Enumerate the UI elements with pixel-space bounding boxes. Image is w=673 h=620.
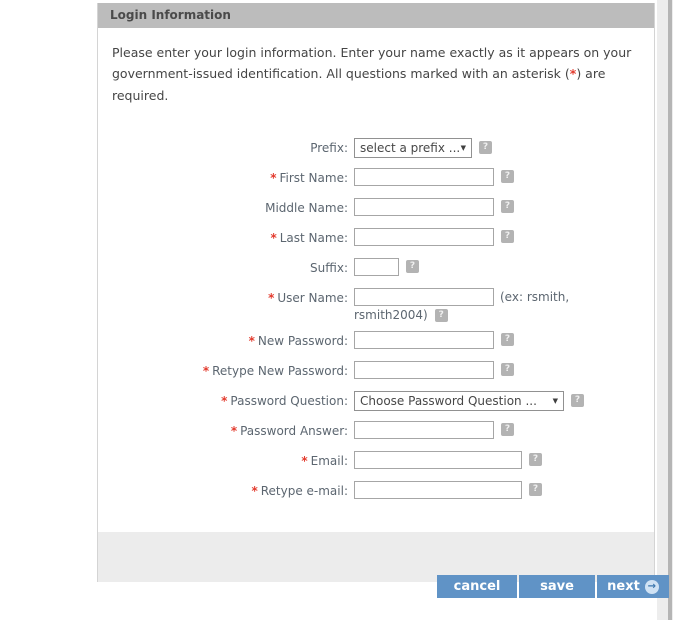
cancel-button[interactable]: cancel xyxy=(437,575,517,598)
instructions-part2: ) are required. xyxy=(112,66,606,103)
retype-new-password-label-text: Retype New Password: xyxy=(212,363,348,378)
required-asterisk: * xyxy=(270,230,277,245)
help-icon[interactable]: ? xyxy=(501,200,514,213)
email-label-text: Email: xyxy=(310,453,348,468)
help-icon[interactable]: ? xyxy=(501,230,514,243)
last-name-label xyxy=(98,228,348,245)
next-arrow-icon: → xyxy=(645,580,659,594)
required-asterisk: * xyxy=(251,483,258,498)
new-password-label xyxy=(98,331,348,348)
user-name-label-text: User Name: xyxy=(277,290,348,305)
retype-new-password-input[interactable] xyxy=(354,361,494,379)
middle-name-input[interactable] xyxy=(354,198,494,216)
next-button[interactable] xyxy=(597,575,669,598)
password-question-select[interactable] xyxy=(354,391,564,411)
first-name-label xyxy=(98,168,348,185)
new-password-input[interactable] xyxy=(354,331,494,349)
required-asterisk: * xyxy=(301,453,308,468)
next-button-label: next xyxy=(607,579,640,594)
password-question-label xyxy=(98,391,348,408)
password-answer-label-text: Password Answer: xyxy=(240,423,348,438)
chevron-down-icon: ▼ xyxy=(460,143,466,152)
first-name-input[interactable] xyxy=(354,168,494,186)
form-row-last-name xyxy=(98,228,654,246)
help-icon[interactable]: ? xyxy=(501,363,514,376)
form-row-password-answer xyxy=(98,421,654,439)
form-row-prefix xyxy=(98,138,654,158)
instructions-part1: Please enter your login information. Enter your name exactly as it appears on your government-issued identification. All questions marked with an asterisk ( xyxy=(112,45,632,82)
form-row-password-question xyxy=(98,391,654,411)
last-name-input[interactable] xyxy=(354,228,494,246)
form-row-retype-email xyxy=(98,481,654,499)
form-row-user-name xyxy=(98,288,654,323)
save-button[interactable]: save xyxy=(519,575,595,598)
help-icon[interactable]: ? xyxy=(571,394,584,407)
help-icon[interactable]: ? xyxy=(501,333,514,346)
required-asterisk: * xyxy=(270,170,277,185)
user-name-label xyxy=(98,288,348,305)
instructions-text xyxy=(112,42,634,106)
last-name-label-text: Last Name: xyxy=(279,230,348,245)
retype-email-input[interactable] xyxy=(354,481,522,499)
help-icon[interactable]: ? xyxy=(529,453,542,466)
suffix-label xyxy=(98,258,348,275)
password-answer-label xyxy=(98,421,348,438)
form-row-suffix xyxy=(98,258,654,276)
user-name-hint-line1: (ex: rsmith, xyxy=(500,289,570,304)
button-bar xyxy=(437,575,669,598)
chevron-down-icon: ▼ xyxy=(552,396,558,405)
prefix-label-text: Prefix: xyxy=(310,140,348,155)
required-asterisk: * xyxy=(221,393,228,408)
form-row-first-name xyxy=(98,168,654,186)
retype-email-label xyxy=(98,481,348,498)
password-answer-input[interactable] xyxy=(354,421,494,439)
prefix-select-value: select a prefix ... xyxy=(360,140,461,155)
prefix-label xyxy=(98,138,348,155)
email-label xyxy=(98,451,348,468)
form-row-retype-new-password xyxy=(98,361,654,379)
password-question-select-value: Choose Password Question ... xyxy=(360,393,537,408)
help-icon[interactable]: ? xyxy=(501,423,514,436)
email-input[interactable] xyxy=(354,451,522,469)
help-icon[interactable]: ? xyxy=(501,170,514,183)
user-name-input[interactable] xyxy=(354,288,494,306)
instructions-asterisk: * xyxy=(569,66,577,82)
retype-email-label-text: Retype e-mail: xyxy=(260,483,348,498)
user-name-hint-line2: rsmith2004) xyxy=(354,308,428,323)
login-form xyxy=(98,138,654,499)
scrollbar-thumb[interactable] xyxy=(668,0,672,620)
help-icon[interactable]: ? xyxy=(435,309,448,322)
form-row-middle-name xyxy=(98,198,654,216)
panel-title: Login Information xyxy=(98,3,654,28)
help-icon[interactable]: ? xyxy=(406,260,419,273)
panel-body xyxy=(98,28,654,532)
help-icon[interactable]: ? xyxy=(479,141,492,154)
required-asterisk: * xyxy=(268,290,275,305)
form-row-new-password xyxy=(98,331,654,349)
middle-name-label-text: Middle Name: xyxy=(265,200,348,215)
required-asterisk: * xyxy=(202,363,210,378)
help-icon[interactable]: ? xyxy=(529,483,542,496)
suffix-label-text: Suffix: xyxy=(310,260,348,275)
suffix-input[interactable] xyxy=(354,258,399,276)
middle-name-label xyxy=(98,198,348,215)
retype-new-password-label xyxy=(98,361,348,378)
new-password-label-text: New Password: xyxy=(257,333,348,348)
required-asterisk: * xyxy=(230,423,238,438)
first-name-label-text: First Name: xyxy=(279,170,348,185)
required-asterisk: * xyxy=(248,333,255,348)
login-information-panel xyxy=(97,3,655,582)
password-question-label-text: Password Question: xyxy=(230,393,348,408)
prefix-select[interactable] xyxy=(354,138,472,158)
form-row-email xyxy=(98,451,654,469)
